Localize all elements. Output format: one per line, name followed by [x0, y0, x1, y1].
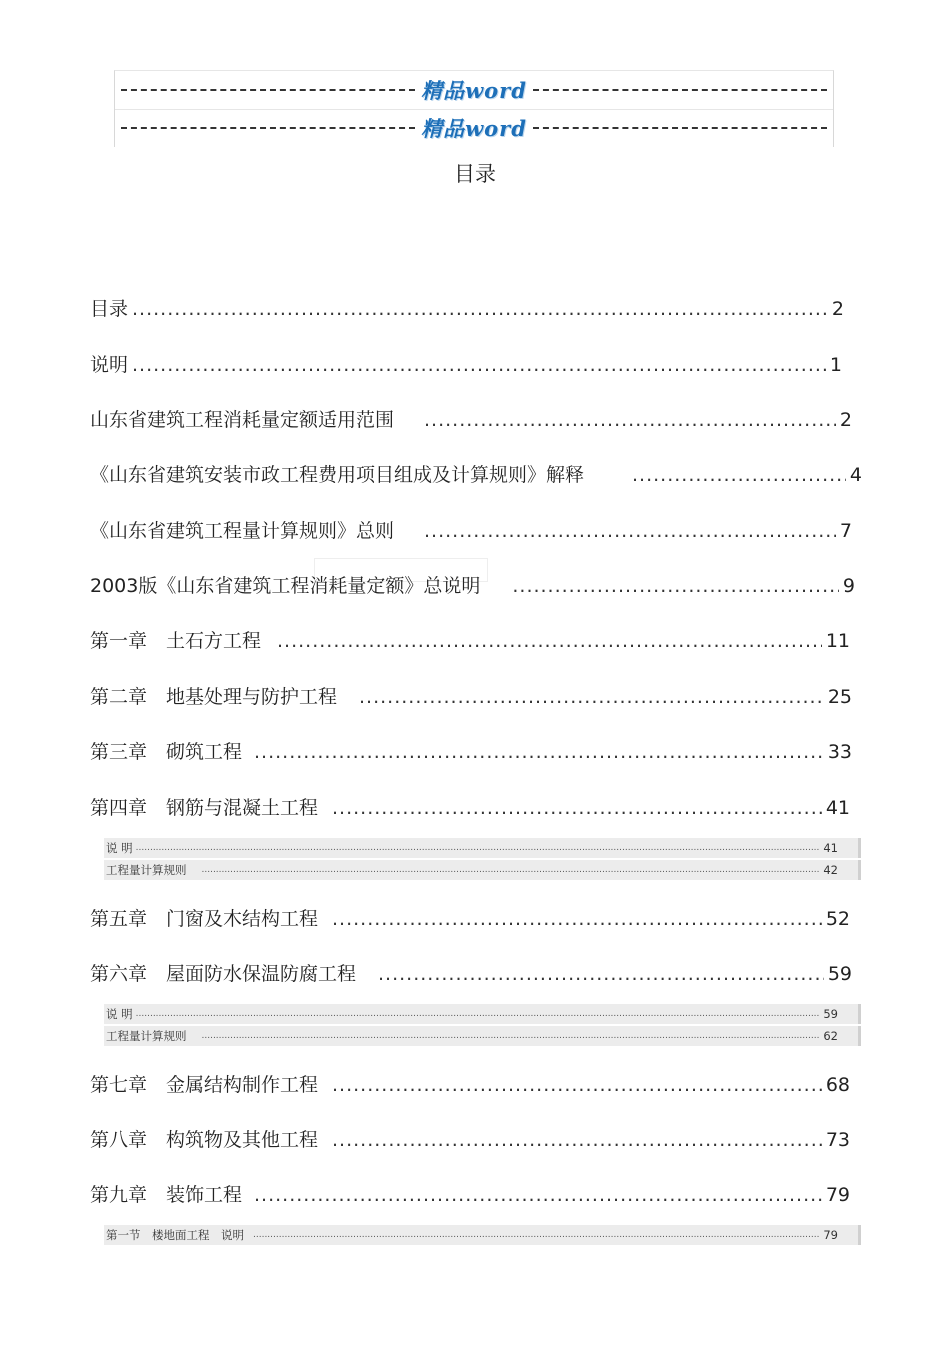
toc-entry[interactable]	[90, 682, 852, 709]
toc-subentry[interactable]	[104, 1225, 861, 1245]
toc-entry[interactable]	[90, 405, 852, 432]
dot-leader	[332, 797, 822, 819]
dot-leader	[254, 741, 824, 763]
toc-subentry-page: 41	[823, 841, 838, 855]
dot-leader	[254, 1184, 822, 1206]
dot-leader	[277, 630, 822, 652]
dot-leader	[136, 843, 821, 853]
dashed-rule	[121, 127, 415, 129]
toc-entry-page: 68	[825, 1074, 850, 1096]
dot-leader	[202, 1031, 821, 1041]
dot-leader	[136, 1009, 821, 1019]
page-title: 目录	[454, 162, 496, 186]
toc-subentry-title: 工程量计算规则	[106, 1029, 187, 1043]
dot-leader	[332, 1074, 822, 1096]
dot-leader	[632, 464, 846, 486]
banner-row	[115, 71, 833, 110]
toc-entry-title: 第三章 砌筑工程	[90, 741, 243, 763]
toc-entry-page: 33	[827, 741, 852, 763]
toc-entry-page: 59	[827, 963, 852, 985]
toc-subentry[interactable]	[104, 860, 861, 880]
header-banner	[114, 70, 834, 147]
toc-entry[interactable]	[90, 737, 852, 764]
toc-subentry[interactable]	[104, 838, 861, 858]
banner-row	[115, 109, 833, 147]
toc-entry-title: 《山东省建筑工程量计算规则》总则	[90, 520, 395, 542]
toc-subentry[interactable]	[104, 1026, 861, 1046]
toc-entry-title: 第一章 土石方工程	[90, 630, 262, 652]
dot-leader	[359, 686, 824, 708]
toc-entry-title: 山东省建筑工程消耗量定额适用范围	[90, 409, 395, 431]
banner-logo-text: 精品word	[421, 78, 527, 103]
toc-entry-title: 2003版《山东省建筑工程消耗量定额》总说明	[90, 575, 481, 597]
toc-entry-title: 第六章 屋面防水保温防腐工程	[90, 963, 357, 985]
dashed-rule	[121, 89, 415, 91]
toc-entry[interactable]	[90, 571, 855, 598]
toc-subentry[interactable]	[104, 1004, 861, 1024]
toc-entry-title: 说明	[90, 354, 129, 376]
toc-entry-title: 第八章 构筑物及其他工程	[90, 1129, 319, 1151]
toc-entry-page: 9	[842, 575, 855, 597]
toc-entry-page: 2	[831, 298, 844, 320]
dashed-rule	[533, 89, 827, 91]
toc-entry-page: 11	[825, 630, 850, 652]
banner-logo-text: 精品word	[421, 116, 527, 141]
dot-leader	[378, 963, 824, 985]
dot-leader	[512, 575, 839, 597]
toc-entry-title: 第二章 地基处理与防护工程	[90, 686, 338, 708]
toc-subentry-title: 第一节 楼地面工程 说明	[106, 1228, 244, 1242]
toc-entry-title: 第四章 钢筋与混凝土工程	[90, 797, 319, 819]
dot-leader	[424, 520, 836, 542]
toc-entry[interactable]	[90, 1125, 850, 1152]
toc-entry[interactable]	[90, 1180, 850, 1207]
toc-entry-title: 第九章 装饰工程	[90, 1184, 243, 1206]
toc-entry-title: 目录	[90, 298, 129, 320]
dot-leader	[202, 865, 821, 875]
dot-leader	[253, 1230, 820, 1240]
toc-subentry-page: 59	[823, 1007, 838, 1021]
toc-entry-page: 73	[825, 1129, 850, 1151]
toc-entry-title: 第五章 门窗及木结构工程	[90, 908, 319, 930]
dot-leader	[132, 298, 828, 320]
toc-entry[interactable]	[90, 460, 862, 487]
toc-entry[interactable]	[90, 904, 850, 931]
toc-entry[interactable]	[90, 1070, 850, 1097]
dashed-rule	[533, 127, 827, 129]
toc-subentry-title: 说 明	[106, 841, 133, 855]
toc-subentry-title: 说 明	[106, 1007, 133, 1021]
toc-entry-page: 2	[839, 409, 852, 431]
toc-entry[interactable]	[90, 350, 842, 377]
toc-entry[interactable]	[90, 294, 844, 321]
toc-entry-title: 《山东省建筑安装市政工程费用项目组成及计算规则》解释	[90, 464, 585, 486]
toc-entry[interactable]	[90, 516, 852, 543]
dot-leader	[424, 409, 836, 431]
toc-subentry-page: 42	[823, 863, 838, 877]
toc-subentry-title: 工程量计算规则	[106, 863, 187, 877]
toc-entry[interactable]	[90, 626, 850, 653]
toc-entry-page: 41	[825, 797, 850, 819]
toc-entry-page: 7	[839, 520, 852, 542]
toc-entry-page: 25	[827, 686, 852, 708]
toc-entry-page: 79	[825, 1184, 850, 1206]
toc-entry-page: 1	[829, 354, 842, 376]
toc-entry[interactable]	[90, 793, 850, 820]
toc-entry-page: 52	[825, 908, 850, 930]
toc-entry[interactable]	[90, 959, 852, 986]
toc-subentry-page: 62	[823, 1029, 838, 1043]
toc-entry-page: 4	[849, 464, 862, 486]
dot-leader	[132, 354, 826, 376]
toc-subentry-page: 79	[823, 1228, 838, 1242]
dot-leader	[332, 908, 822, 930]
toc-entry-title: 第七章 金属结构制作工程	[90, 1074, 319, 1096]
dot-leader	[332, 1129, 822, 1151]
